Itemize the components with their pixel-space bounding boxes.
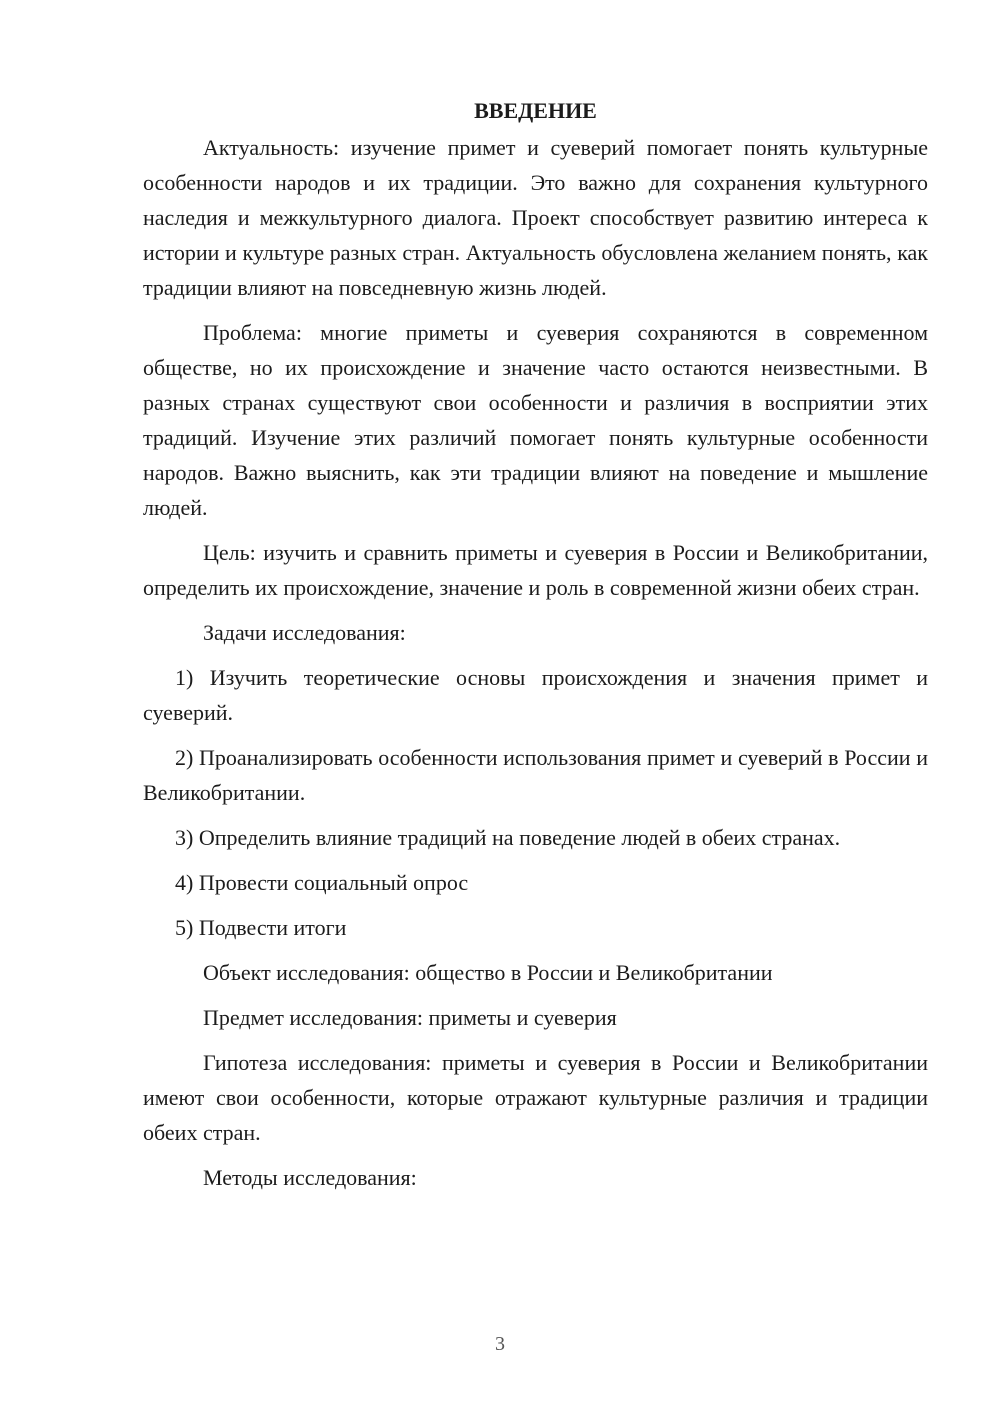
problem-paragraph: Проблема: многие приметы и суеверия сохраняются в современном обществе, но их происхождение и значение часто остаются неизвестными. В разных странах существуют свои особенности и различия в восприятии этих традиций. Изучение этих различий помогает понять культурные особенности народов. Важно выяснить, как эти традиции влияют на поведение и мышление людей. bbox=[143, 320, 928, 520]
task-item: 1) Изучить теоретические основы происхождения и значения примет и суеверий. bbox=[143, 665, 928, 725]
object-paragraph: Объект исследования: общество в России и Великобритании bbox=[203, 960, 773, 985]
page-number: 3 bbox=[495, 1333, 505, 1355]
methods-title: Методы исследования: bbox=[203, 1165, 417, 1190]
task-item: 4) Провести социальный опрос bbox=[175, 870, 469, 895]
task-item: 2) Проанализировать особенности использования примет и суеверий в России и Великобритании. bbox=[143, 745, 928, 805]
page-content bbox=[143, 94, 928, 1205]
section-heading: ВВЕДЕНИЕ bbox=[474, 98, 597, 123]
subject-paragraph: Предмет исследования: приметы и суеверия bbox=[203, 1005, 617, 1030]
relevance-paragraph: Актуальность: изучение примет и суеверий помогает понять культурные особенности народов и их традиции. Это важно для сохранения культурного наследия и межкультурного диалога. Проект способствует развитию интереса к истории и культуре разных стран. Актуальность обусловлена желанием понять, как традиции влияют на повседневную жизнь людей. bbox=[143, 135, 928, 300]
goal-paragraph: Цель: изучить и сравнить приметы и суеверия в России и Великобритании, определить их происхождение, значение и роль в современной жизни обеих стран. bbox=[143, 540, 928, 600]
hypothesis-paragraph: Гипотеза исследования: приметы и суеверия в России и Великобритании имеют свои особенности, которые отражают культурные различия и традиции обеих стран. bbox=[143, 1050, 928, 1145]
task-item: 3) Определить влияние традиций на поведение людей в обеих странах. bbox=[175, 825, 841, 850]
tasks-title: Задачи исследования: bbox=[203, 620, 406, 645]
task-item: 5) Подвести итоги bbox=[175, 915, 347, 940]
